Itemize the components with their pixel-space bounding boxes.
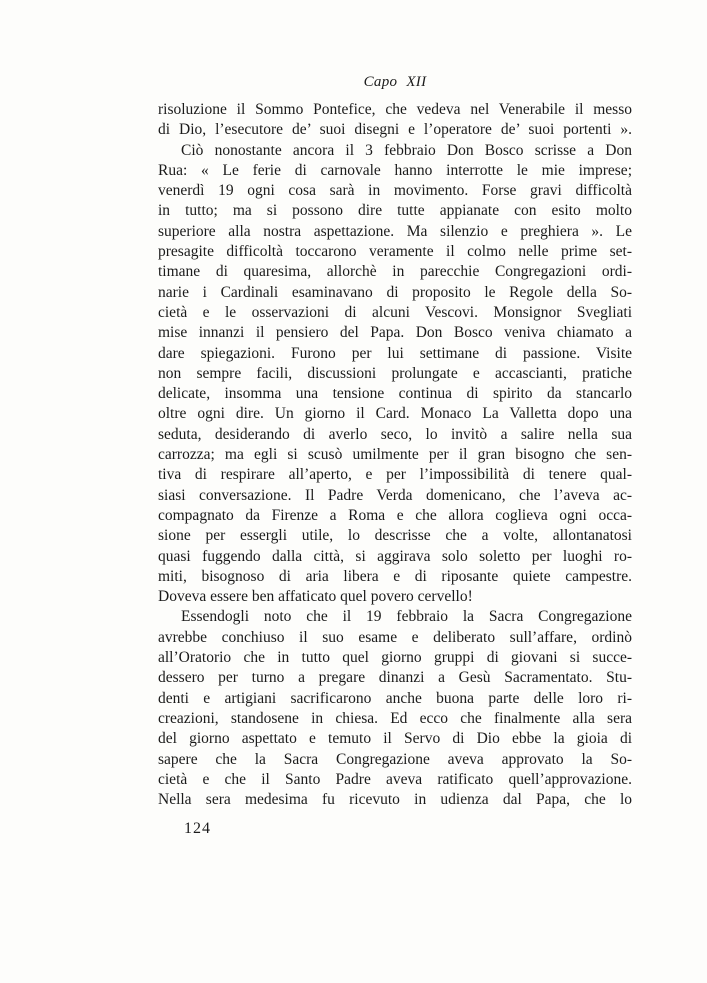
text-line: sapere che la Sacra Congregazione aveva approvato la So-: [158, 750, 632, 768]
text-line: in tutto; ma si possono dire tutte appianate con esito molto: [158, 202, 632, 220]
text-line: Doveva essere ben affaticato quel povero cervello!: [158, 588, 473, 606]
text-line: creazioni, standosene in chiesa. Ed ecco che finalmente alla sera: [158, 709, 632, 727]
text-line: tiva di respirare all’aperto, e per l’impossibilità di tenere qual-: [158, 466, 632, 484]
text-line: narie i Cardinali esaminavano di proposito le Regole della So-: [158, 283, 632, 301]
text-line: oltre ogni dire. Un giorno il Card. Monaco La Valletta dopo una: [158, 405, 632, 423]
text-line: denti e artigiani sacrificarono anche buona parte delle loro ri-: [158, 689, 632, 707]
chapter-header: Capo XII: [363, 74, 427, 90]
text-line: miti, bisognoso di aria libera e di riposante quiete campestre.: [158, 567, 632, 585]
text-line: superiore alla nostra aspettazione. Ma silenzio e preghiera ». Le: [158, 222, 632, 240]
text-line: cietà e che il Santo Padre aveva ratificato quell’approvazione.: [158, 770, 632, 788]
text-line: cietà e le osservazioni di alcuni Vescovi. Monsignor Svegliati: [158, 303, 632, 321]
text-line: carrozza; ma egli si scusò umilmente per il gran bisogno che sen-: [158, 446, 632, 464]
text-line: risoluzione il Sommo Pontefice, che vedeva nel Venerabile il messo: [158, 101, 632, 118]
text-line: quasi fuggendo dalla città, si aggirava solo soletto per luoghi ro-: [158, 547, 632, 565]
text-line: dare spiegazioni. Furono per lui settimane di passione. Visite: [158, 344, 632, 362]
text-line: mise innanzi il pensiero del Papa. Don Bosco veniva chiamato a: [158, 324, 632, 342]
text-line: dessero per turno a pregare dinanzi a Gesù Sacramentato. Stu-: [158, 669, 632, 687]
text-line: siasi conversazione. Il Padre Verda domenicano, che l’aveva ac-: [158, 486, 632, 504]
page-number: 124: [184, 820, 211, 837]
text-line: seduta, desiderando di averlo seco, lo invitò a salire nella sua: [158, 425, 632, 443]
text-line: non sempre facili, discussioni prolungate e accascianti, pratiche: [158, 364, 632, 382]
text-line: del giorno aspettato e temuto il Servo di Dio ebbe la gioia di: [158, 730, 632, 748]
text-line: di Dio, l’esecutore de’ suoi disegni e l’operatore de’ suoi portenti ».: [158, 121, 632, 139]
text-line: venerdì 19 ogni cosa sarà in movimento. Forse gravi difficoltà: [158, 182, 632, 200]
text-line: all’Oratorio che in tutto quel giorno gruppi di giovani si succe-: [158, 649, 632, 667]
page-body: [158, 100, 632, 810]
text-line: Rua: « Le ferie di carnovale hanno interrotte le mie imprese;: [158, 161, 632, 179]
text-line: sione per essergli utile, lo descrisse che a volte, allontanatosi: [158, 527, 632, 545]
text-line: Ciò nonostante ancora il 3 febbraio Don Bosco scrisse a Don: [181, 141, 632, 159]
text-line: Essendogli noto che il 19 febbraio la Sacra Congregazione: [181, 608, 632, 626]
text-line: avrebbe conchiuso il suo esame e deliberato sull’affare, ordinò: [158, 628, 632, 646]
text-line: presagite difficoltà toccarono veramente il colmo nelle prime set-: [158, 243, 632, 261]
text-line: delicate, insomma una tensione continua di spirito da stancarlo: [158, 385, 632, 403]
text-line: Nella sera medesima fu ricevuto in udienza dal Papa, che lo: [158, 791, 632, 809]
text-line: timane di quaresima, allorchè in parecchie Congregazioni ordi-: [158, 263, 632, 281]
text-line: compagnato da Firenze a Roma e che allora coglieva ogni occa-: [158, 506, 632, 524]
